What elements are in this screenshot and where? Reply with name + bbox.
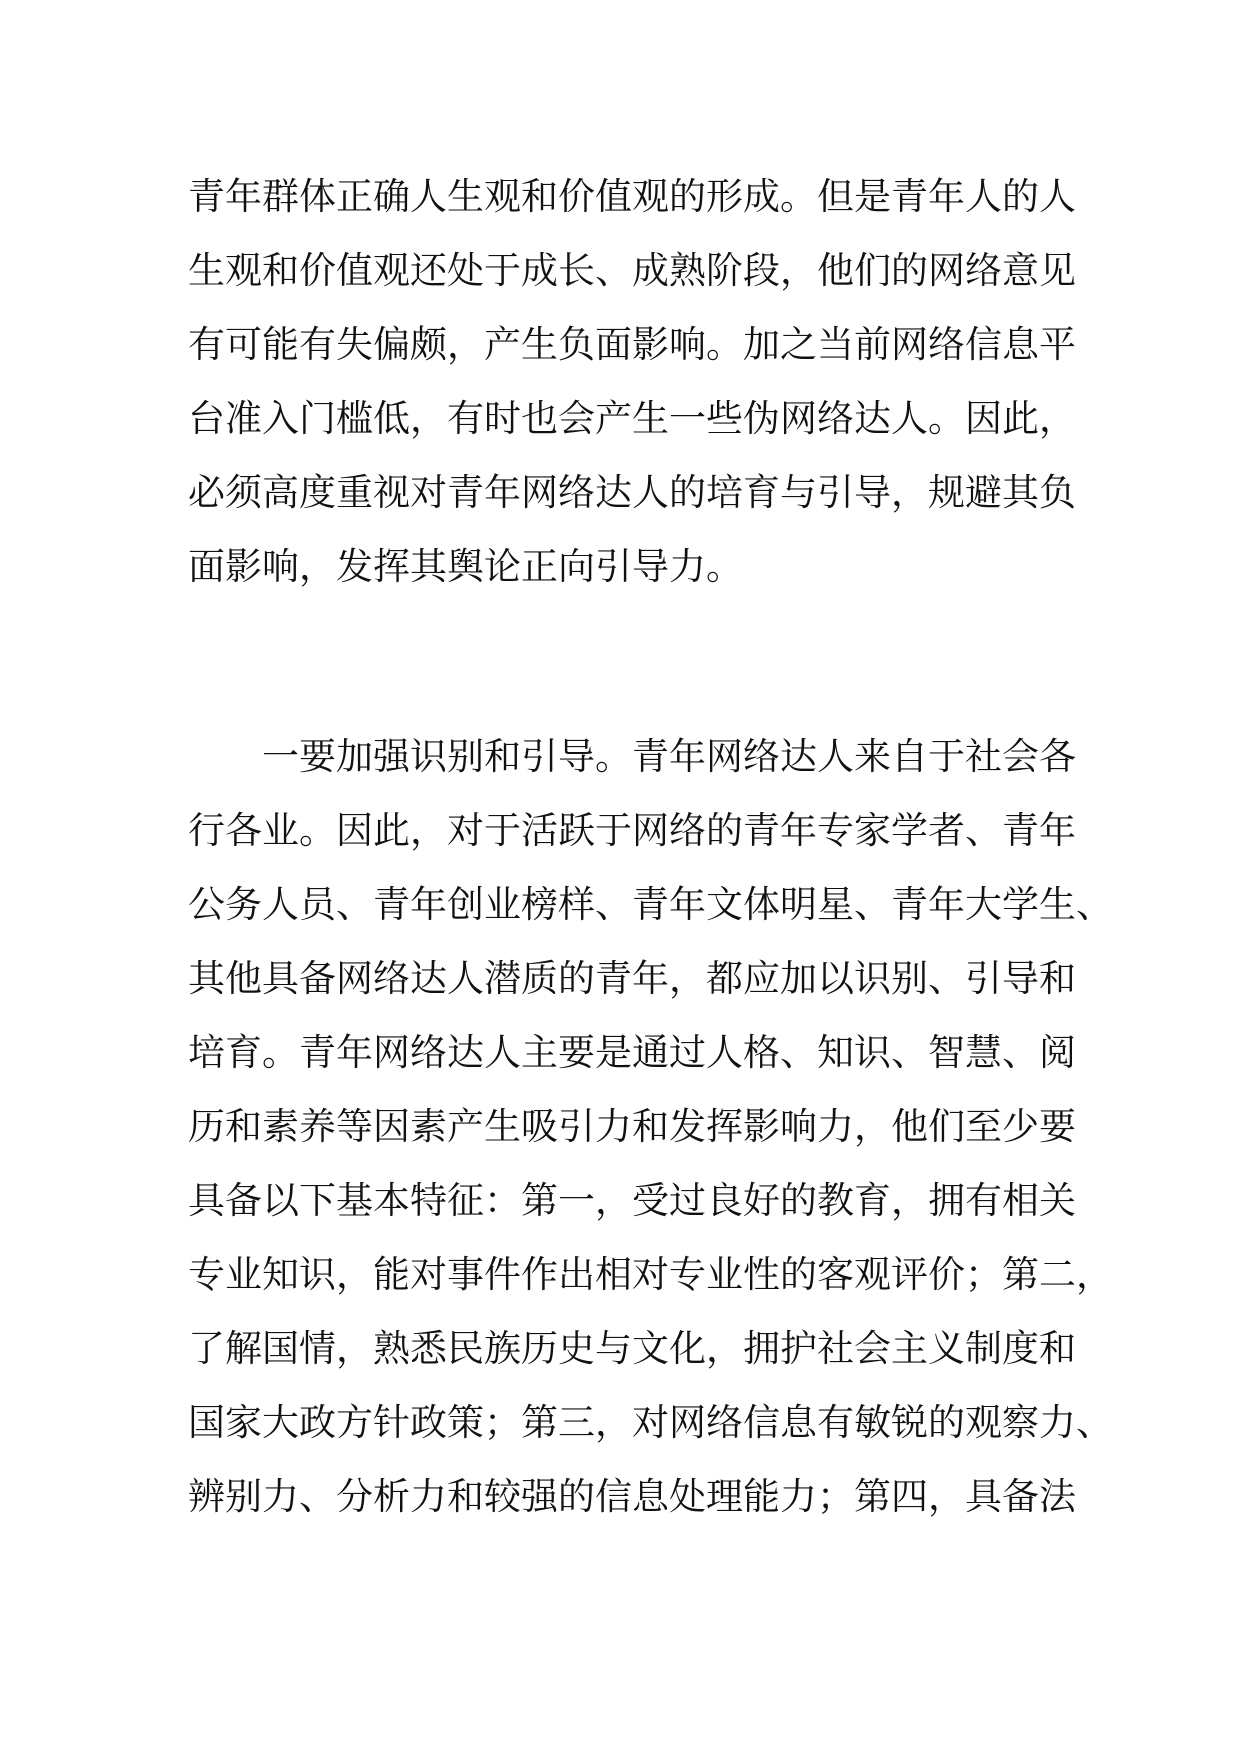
paragraph-line: 台准入门槛低，有时也会产生一些伪网络达人。因此， xyxy=(188,397,1076,440)
paragraph-line: 国家大政方针政策；第三，对网络信息有敏锐的观察力、 xyxy=(188,1401,1113,1444)
paragraph-line: 具备以下基本特征：第一，受过良好的教育，拥有相关 xyxy=(188,1179,1076,1222)
paragraph-line: 其他具备网络达人潜质的青年，都应加以识别、引导和 xyxy=(188,957,1076,1000)
paragraph-line: 培育。青年网络达人主要是通过人格、知识、智慧、阅 xyxy=(188,1031,1076,1074)
paragraph-line: 历和素养等因素产生吸引力和发挥影响力，他们至少要 xyxy=(188,1105,1076,1148)
paragraph-line: 行各业。因此，对于活跃于网络的青年专家学者、青年 xyxy=(188,809,1076,852)
paragraph-line: 生观和价值观还处于成长、成熟阶段，他们的网络意见 xyxy=(188,249,1076,292)
paragraph-1 xyxy=(188,160,1076,604)
paragraph-2 xyxy=(188,720,1113,1534)
paragraph-line: 面影响，发挥其舆论正向引导力。 xyxy=(188,545,743,588)
paragraph-line: 公务人员、青年创业榜样、青年文体明星、青年大学生、 xyxy=(188,883,1113,926)
paragraph-line: 专业知识，能对事件作出相对专业性的客观评价；第二， xyxy=(188,1253,1113,1296)
paragraph-line: 辨别力、分析力和较强的信息处理能力；第四，具备法 xyxy=(188,1475,1076,1518)
paragraph-line: 一要加强识别和引导。青年网络达人来自于社会各 xyxy=(262,735,1076,778)
paragraph-line: 必须高度重视对青年网络达人的培育与引导，规避其负 xyxy=(188,471,1076,514)
paragraph-line: 青年群体正确人生观和价值观的形成。但是青年人的人 xyxy=(188,175,1076,218)
paragraph-line: 了解国情，熟悉民族历史与文化，拥护社会主义制度和 xyxy=(188,1327,1076,1370)
paragraph-line: 有可能有失偏颇，产生负面影响。加之当前网络信息平 xyxy=(188,323,1076,366)
